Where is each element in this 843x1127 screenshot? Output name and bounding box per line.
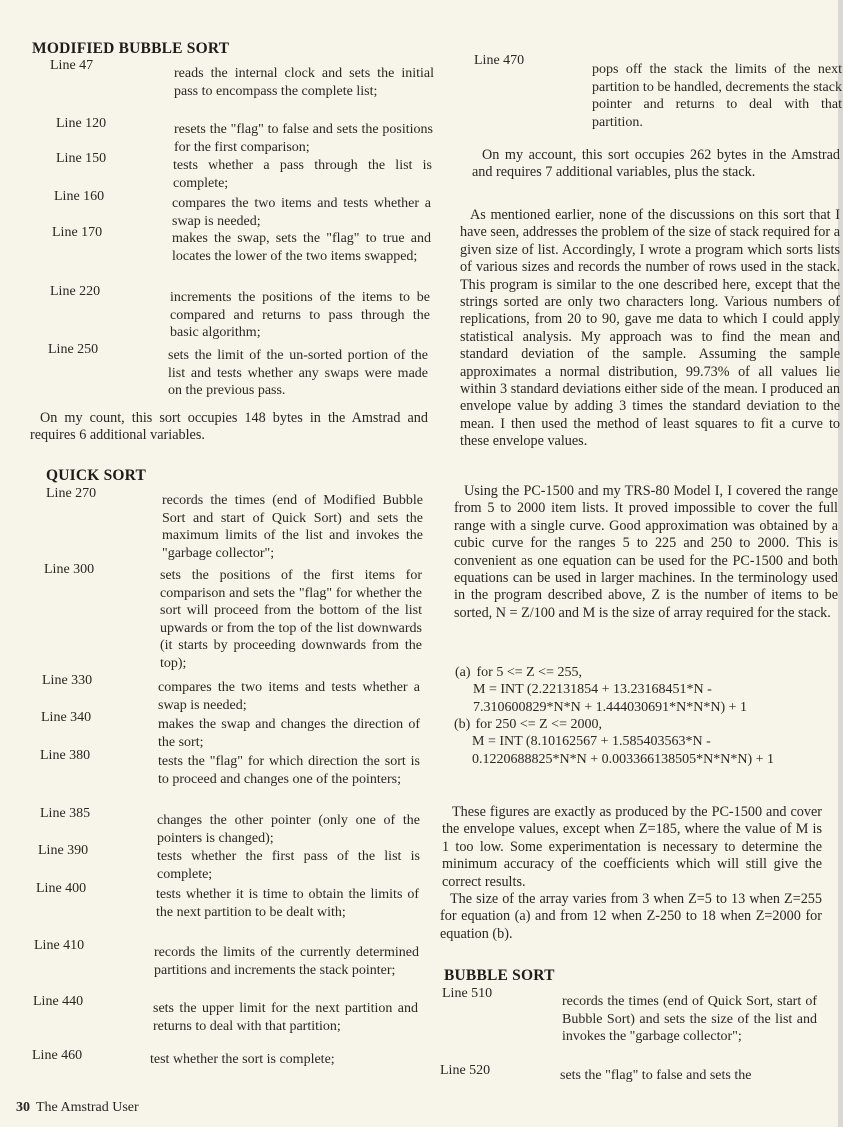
equation-line: M = INT (8.10162567 + 1.585403563*N - bbox=[472, 734, 711, 750]
line-description: sets the upper limit for the next partition and returns to deal with that partition; bbox=[153, 1001, 418, 1034]
line-description: makes the swap and changes the direction of the sort; bbox=[158, 717, 420, 750]
equation-b bbox=[454, 716, 774, 768]
line-label: Line 470 bbox=[474, 53, 525, 68]
line-description: increments the positions of the items to be compared and returns to pass through the basic algorithm; bbox=[170, 290, 430, 341]
line-label: Line 385 bbox=[40, 806, 91, 821]
summary-modified-bubble-sort: On my count, this sort occupies 148 bytes in the Amstrad and requires 6 additional variables. bbox=[30, 410, 428, 444]
line-label: Line 250 bbox=[48, 342, 99, 357]
line-description: sets the limit of the un-sorted portion of the list and tests whether any swaps were made on the previous pass. bbox=[168, 348, 428, 399]
line-description: changes the other pointer (only one of the pointers is changed); bbox=[157, 813, 420, 846]
line-label: Line 270 bbox=[46, 486, 97, 501]
heading-bubble-sort: BUBBLE SORT bbox=[444, 967, 555, 984]
line-label: Line 170 bbox=[52, 225, 103, 240]
line-label: Line 120 bbox=[56, 116, 107, 131]
line-label: Line 47 bbox=[50, 58, 94, 73]
line-description: records the times (end of Quick Sort, start of Bubble Sort) and sets the size of the list and invokes the "garbage collector"; bbox=[562, 994, 817, 1045]
line-label: Line 390 bbox=[38, 843, 89, 858]
line-description: tests the "flag" for which direction the sort is to proceed and changes one of the pointers; bbox=[158, 754, 420, 787]
line-description: tests whether a pass through the list is complete; bbox=[173, 158, 432, 191]
heading-quick-sort: QUICK SORT bbox=[46, 467, 147, 484]
line-label: Line 330 bbox=[42, 673, 93, 688]
summary-quick-sort: On my account, this sort occupies 262 bytes in the Amstrad and requires 7 additional variables, plus the stack. bbox=[472, 147, 840, 181]
line-label: Line 380 bbox=[40, 748, 91, 763]
equation-condition: for 250 <= Z <= 2000, bbox=[475, 717, 602, 732]
equation-line: 7.310600829*N*N + 1.444030691*N*N*N) + 1 bbox=[473, 699, 748, 715]
equation-tag: (a) bbox=[455, 665, 471, 680]
equation-line: 0.1220688825*N*N + 0.003366138505*N*N*N) + 1 bbox=[472, 751, 775, 767]
line-description: compares the two items and tests whether a swap is needed; bbox=[158, 680, 420, 713]
equation-line: M = INT (2.22131854 + 13.23168451*N - bbox=[473, 682, 712, 698]
line-description: sets the "flag" to false and sets the bbox=[560, 1068, 752, 1083]
line-description: compares the two items and tests whether a swap is needed; bbox=[172, 196, 431, 229]
equation-tag: (b) bbox=[454, 717, 471, 732]
line-label: Line 150 bbox=[56, 151, 107, 166]
equation-condition: for 5 <= Z <= 255, bbox=[476, 665, 582, 680]
body-paragraph: As mentioned earlier, none of the discussions on this sort that I have seen, addresses the problem of the size of stack required for a given size of list. Accordingly, I wrote a program which sorts lists of various sizes and records the number of rows used in the stack. This program is similar to the one described here, except that the strings sorted are only two characters long. Various numbers of replications, from 20 to 90, gave me data to which I could apply statistical analysis. My approach was to find the mean and standard deviation of the sample. Assuming the sample approximates a normal distribution, 99.73% of all values lie within 3 standard deviations either side of the mean. I produced an envelope value by adding 3 times the standard deviation to the mean. I then used the method of least squares to fit a curve to these envelope values. bbox=[460, 207, 840, 450]
line-description: makes the swap, sets the "flag" to true and locates the lower of the two items swapped; bbox=[172, 231, 431, 264]
heading-modified-bubble-sort: MODIFIED BUBBLE SORT bbox=[32, 40, 230, 57]
line-label: Line 410 bbox=[34, 938, 85, 953]
line-label: Line 340 bbox=[41, 710, 92, 725]
line-label: Line 440 bbox=[33, 994, 84, 1009]
line-description: pops off the stack the limits of the next partition to be handled, decrements the stack pointer and returns to deal with that partition. bbox=[592, 62, 842, 130]
line-description: test whether the sort is complete; bbox=[150, 1052, 335, 1067]
line-label: Line 520 bbox=[440, 1063, 491, 1078]
line-label: Line 510 bbox=[442, 986, 493, 1001]
line-label: Line 220 bbox=[50, 284, 101, 299]
page-number: 30 bbox=[16, 1100, 30, 1115]
equation-a bbox=[455, 664, 747, 716]
line-label: Line 400 bbox=[36, 881, 87, 896]
line-description: reads the internal clock and sets the initial pass to encompass the complete list; bbox=[174, 66, 434, 99]
line-description: tests whether the first pass of the list is complete; bbox=[157, 849, 420, 882]
line-label: Line 460 bbox=[32, 1048, 83, 1063]
body-paragraph: The size of the array varies from 3 when Z=5 to 13 when Z=255 for equation (a) and from 12 when Z-250 to 18 when Z=2000 for equation (b). bbox=[440, 891, 822, 942]
body-paragraph: Using the PC-1500 and my TRS-80 Model I, I covered the range from 5 to 2000 item lists. It proved impossible to cover the full range with a single curve. Good approximation was obtained by a cubic curve for the ranges 5 to 225 and 250 to 2000. This is convenient as one equation can be used for the PC-1500 and both equations can be used in larger machines. In the terminology used in the program described above, Z is the number of items to be sorted, N = Z/100 and M is the size of array required for the stack. bbox=[454, 483, 838, 621]
line-label: Line 160 bbox=[54, 189, 105, 204]
line-label: Line 300 bbox=[44, 562, 95, 577]
line-description: sets the positions of the first items for comparison and sets the "flag" for whether the sort will proceed from the bottom of the list upwards or from the top of the list downwards (it starts by proceeding downwards from the top); bbox=[160, 568, 422, 671]
body-paragraph: These figures are exactly as produced by the PC-1500 and cover the envelope values, except when Z=185, where the value of M is 1 too low. Some experimentation is necessary to determine the minimum accuracy of the coefficients which will still give the correct results. bbox=[442, 804, 822, 890]
line-description: resets the "flag" to false and sets the positions for the first comparison; bbox=[174, 122, 433, 155]
line-description: records the times (end of Modified Bubble Sort and start of Quick Sort) and sets the maximum limits of the list and invokes the "garbage collector"; bbox=[162, 493, 423, 561]
line-description: tests whether it is time to obtain the limits of the next partition to be dealt with; bbox=[156, 887, 419, 920]
page-footer bbox=[16, 1100, 139, 1116]
publication-name: The Amstrad User bbox=[36, 1100, 139, 1115]
line-description: records the limits of the currently determined partitions and increments the stack pointer; bbox=[154, 945, 419, 978]
